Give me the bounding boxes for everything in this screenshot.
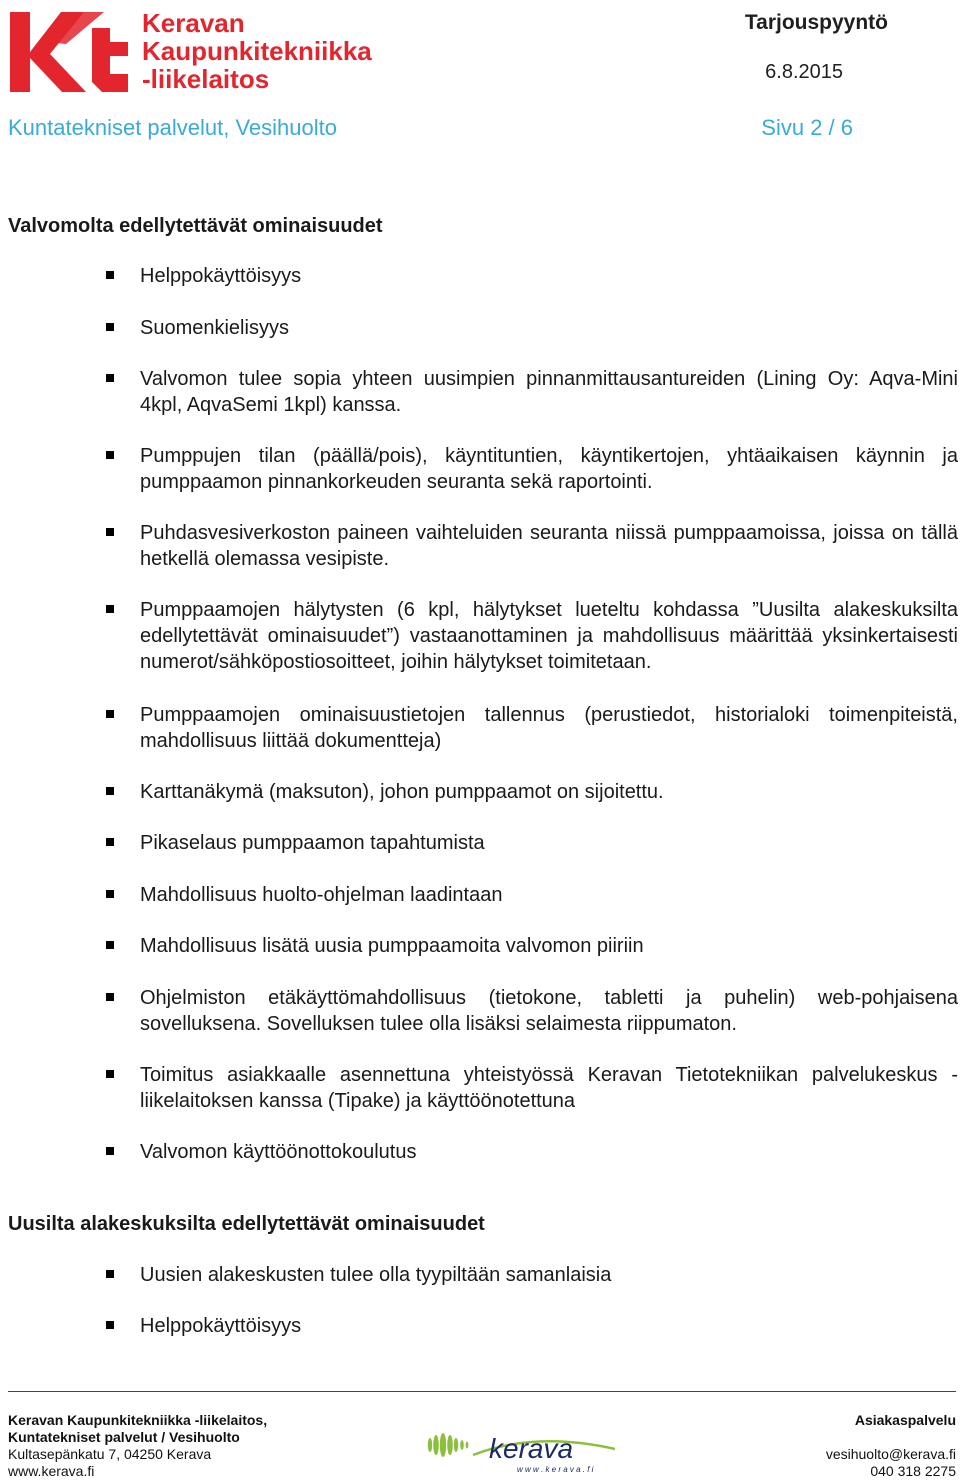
- list-item: [106, 779, 958, 805]
- square-bullet-icon: [106, 993, 114, 1001]
- square-bullet-icon: [106, 1270, 114, 1278]
- list-item: [106, 366, 958, 418]
- footer-address: Kultasepänkatu 7, 04250 Kerava: [8, 1446, 212, 1462]
- list-item: [106, 597, 958, 675]
- square-bullet-icon: [106, 1147, 114, 1155]
- list-item-text: Valvomon tulee sopia yhteen uusimpien pinnanmittausantureiden (Lining Oy: Aqva-Mini 4kpl, AqvaSemi 1kpl) kanssa.: [140, 368, 958, 416]
- list-item: [106, 1062, 958, 1114]
- logo-line-1: Keravan: [142, 8, 245, 38]
- list-item: [106, 830, 958, 856]
- footer-email-link[interactable]: vesihuolto@kerava.fi: [825, 1446, 956, 1462]
- kerava-url-text: w w w . k e r a v a . f i: [517, 1465, 594, 1474]
- list-item-text: Ohjelmiston etäkäyttömahdollisuus (tietokone, tabletti ja puhelin) web-pohjaisena sovelluksena. Sovelluksen tulee olla lisäksi selaimesta riippumaton.: [140, 987, 958, 1035]
- list-item-text: Pumppujen tilan (päällä/pois), käyntituntien, käyntikertojen, yhtäaikaisen käynnin ja pumppaamon pinnankorkeuden seuranta sekä raportointi.: [140, 445, 958, 493]
- list-item: [106, 263, 958, 289]
- footer-divider: [8, 1391, 956, 1392]
- list-item-text: Puhdasvesiverkoston paineen vaihteluiden seuranta niissä pumppaamoissa, joissa on tällä hetkellä olemassa vesipiste.: [140, 522, 958, 570]
- document-date: 6.8.2015: [765, 61, 843, 83]
- list-item-text: Pumppaamojen hälytysten (6 kpl, hälytykset lueteltu kohdassa ”Uusilta alakeskuksilta edellytettävät ominaisuudet”) vastaanottaminen ja mahdollisuus määrittää yksinkertaisesti numerot/sähköpostiosoitteet, joihin hälytykset toimitetaan.: [140, 599, 958, 673]
- section-heading-valvomo: Valvomolta edellytettävät ominaisuudet: [8, 215, 383, 237]
- document-type: Tarjouspyyntö: [744, 11, 888, 34]
- footer-website-link[interactable]: www.kerava.fi: [8, 1463, 95, 1479]
- logo-line-3: -liikelaitos: [142, 64, 270, 94]
- square-bullet-icon: [106, 787, 114, 795]
- kaupunkitekniikka-logo: [6, 4, 401, 96]
- list-item: [106, 882, 958, 908]
- square-bullet-icon: [106, 1070, 114, 1078]
- square-bullet-icon: [106, 890, 114, 898]
- list-item: [106, 1139, 958, 1165]
- square-bullet-icon: [106, 1321, 114, 1329]
- square-bullet-icon: [106, 323, 114, 331]
- list-item: [106, 933, 958, 959]
- list-item: [106, 1313, 958, 1339]
- list-item-text: Pumppaamojen ominaisuustietojen tallennus (perustiedot, historialoki toimenpiteistä, mahdollisuus liittää dokumentteja): [140, 704, 958, 752]
- list-item-text: Pikaselaus pumppaamon tapahtumista: [140, 832, 485, 854]
- list-item: [106, 443, 958, 495]
- section-heading-alakeskus: Uusilta alakeskuksilta edellytettävät ominaisuudet: [8, 1213, 485, 1235]
- page-number: Sivu 2 / 6: [761, 115, 853, 140]
- footer-service-title: Asiakaspalvelu: [854, 1412, 956, 1428]
- list-item-text: Mahdollisuus lisätä uusia pumppaamoita valvomon piiriin: [140, 935, 644, 957]
- footer-org-line-2: Kuntatekniset palvelut / Vesihuolto: [8, 1429, 240, 1445]
- list-item-text: Helppokäyttöisyys: [140, 1315, 302, 1337]
- list-item-text: Valvomon käyttöönottokoulutus: [140, 1141, 417, 1163]
- department-name: Kuntatekniset palvelut, Vesihuolto: [8, 115, 338, 140]
- square-bullet-icon: [106, 710, 114, 718]
- logo-line-2: Kaupunkitekniikka: [142, 36, 372, 66]
- square-bullet-icon: [106, 451, 114, 459]
- list-item: [106, 315, 958, 341]
- footer-contact-right: [826, 1412, 956, 1480]
- square-bullet-icon: [106, 374, 114, 382]
- list-item-text: Uusien alakeskusten tulee olla tyypiltään samanlaisia: [140, 1264, 612, 1286]
- square-bullet-icon: [106, 271, 114, 279]
- square-bullet-icon: [106, 605, 114, 613]
- list-item-text: Suomenkielisyys: [140, 317, 289, 339]
- footer-contact-left: [8, 1412, 267, 1480]
- kerava-logo: [425, 1425, 620, 1475]
- list-item-text: Karttanäkymä (maksuton), johon pumppaamot on sijoitettu.: [140, 781, 664, 803]
- list-item-text: Helppokäyttöisyys: [140, 265, 302, 287]
- list-item-text: Mahdollisuus huolto-ohjelman laadintaan: [140, 884, 503, 906]
- list-item: [106, 1262, 958, 1288]
- footer-org-line-1: Keravan Kaupunkitekniikka -liikelaitos,: [8, 1412, 268, 1428]
- list-item: [106, 985, 958, 1037]
- square-bullet-icon: [106, 528, 114, 536]
- footer-phone: 040 318 2275: [870, 1463, 956, 1479]
- square-bullet-icon: [106, 838, 114, 846]
- kerava-wordmark: kerava: [489, 1433, 574, 1464]
- list-item-text: Toimitus asiakkaalle asennettuna yhteistyössä Keravan Tietotekniikan palvelukeskus -liikelaitoksen kanssa (Tipake) ja käyttöönotettuna: [140, 1064, 958, 1112]
- square-bullet-icon: [106, 941, 114, 949]
- list-item: [106, 520, 958, 572]
- list-item: [106, 702, 958, 754]
